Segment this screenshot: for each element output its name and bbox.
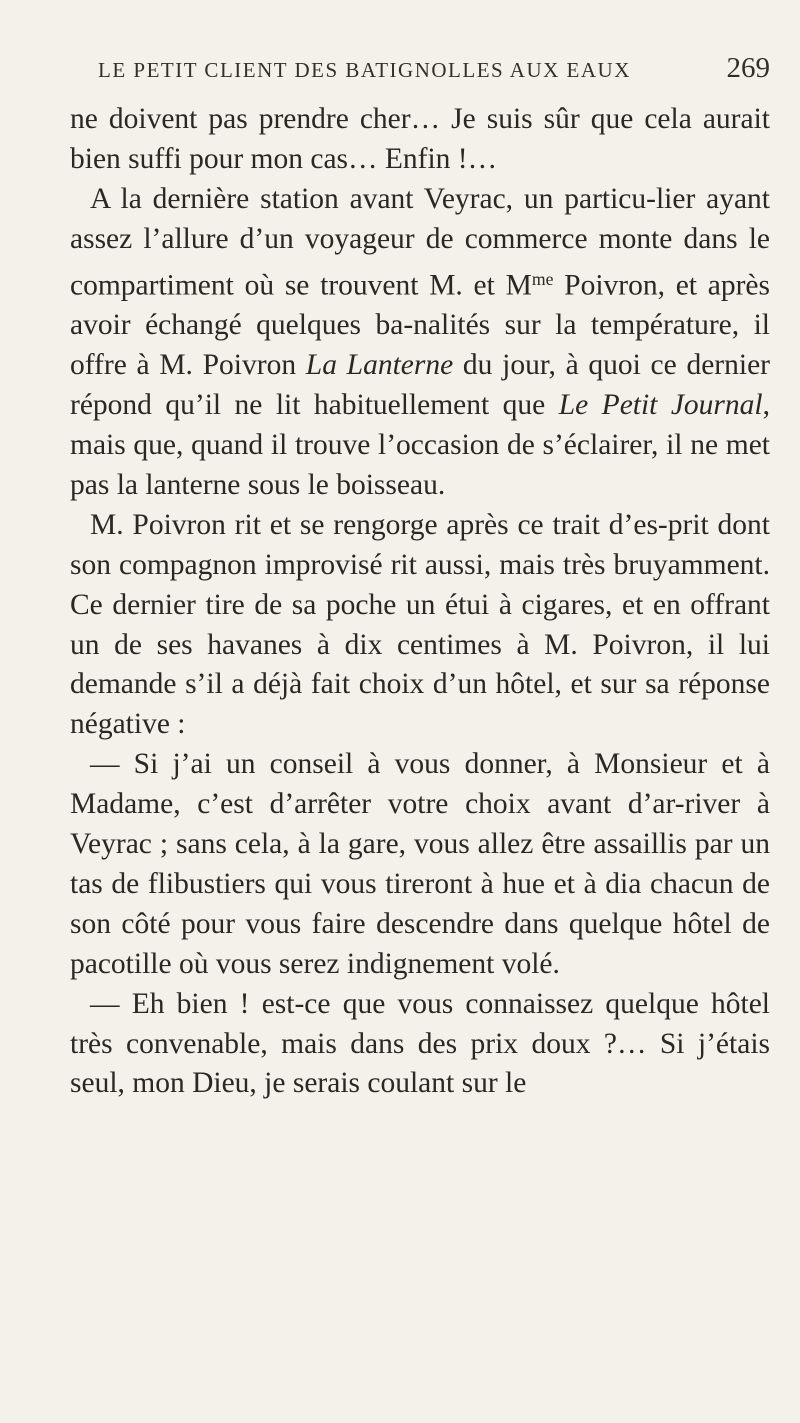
paragraph xyxy=(70,506,770,745)
text-run: — Eh bien ! est-ce que vous connaissez quelque hôtel très convenable, mais dans des prix doux ?… Si j’étais seul, mon Dieu, je serais coulant sur le xyxy=(70,987,770,1100)
text-run: A la dernière station avant Veyrac, un particu-lier ayant assez l’allure d’un voyageur de commerce monte dans le compartiment où se trouvent M. et M xyxy=(70,182,770,302)
text-run: du jour, à quoi ce dernier répond qu’il ne lit habituellement que xyxy=(70,349,770,422)
paragraph xyxy=(70,180,770,506)
paragraph xyxy=(70,100,770,180)
body-text xyxy=(70,100,770,1104)
text-run: , mais que, quand il trouve l’occasion de s’éclairer, il ne met pas la lanterne sous le boisseau. xyxy=(70,389,770,501)
text-run: M. Poivron rit et se rengorge après ce trait d’es-prit dont son compagnon improvisé rit aussi, mais très bruyamment. Ce dernier tire de sa poche un étui à cigares, et en offrant un de ses havanes à dix centimes à M. Poivron, il lui demande s’il a déjà fait choix d’un hôtel, et sur sa réponse négative : xyxy=(70,508,770,741)
page-header xyxy=(98,52,770,85)
text-run: Poivron, et après avoir échangé quelques ba-nalités sur la température, il offre à M. Poivron xyxy=(70,269,770,382)
text-run: ne doivent pas prendre cher… Je suis sûr que cela aurait bien suffi pour mon cas… Enfin !… xyxy=(70,103,770,175)
paragraph xyxy=(70,745,770,984)
text-run: — Si j’ai un conseil à vous donner, à Monsieur et à Madame, c’est d’arrêter votre choix avant d’ar-river à Veyrac ; sans cela, à la gare, vous allez être assaillis par un tas de flibustiers qui vous tireront à hue et à dia chacun de son côté pour vous faire descendre dans quelque hôtel de pacotille où vous serez indignement volé. xyxy=(70,748,770,980)
italic-title: La Lanterne xyxy=(305,349,454,382)
page-number: 269 xyxy=(726,52,770,84)
superscript: me xyxy=(531,268,554,289)
italic-title: Le Petit Journal xyxy=(558,389,763,422)
running-head: LE PETIT CLIENT DES BATIGNOLLES AUX EAUX xyxy=(98,58,631,82)
paragraph xyxy=(70,985,770,1105)
